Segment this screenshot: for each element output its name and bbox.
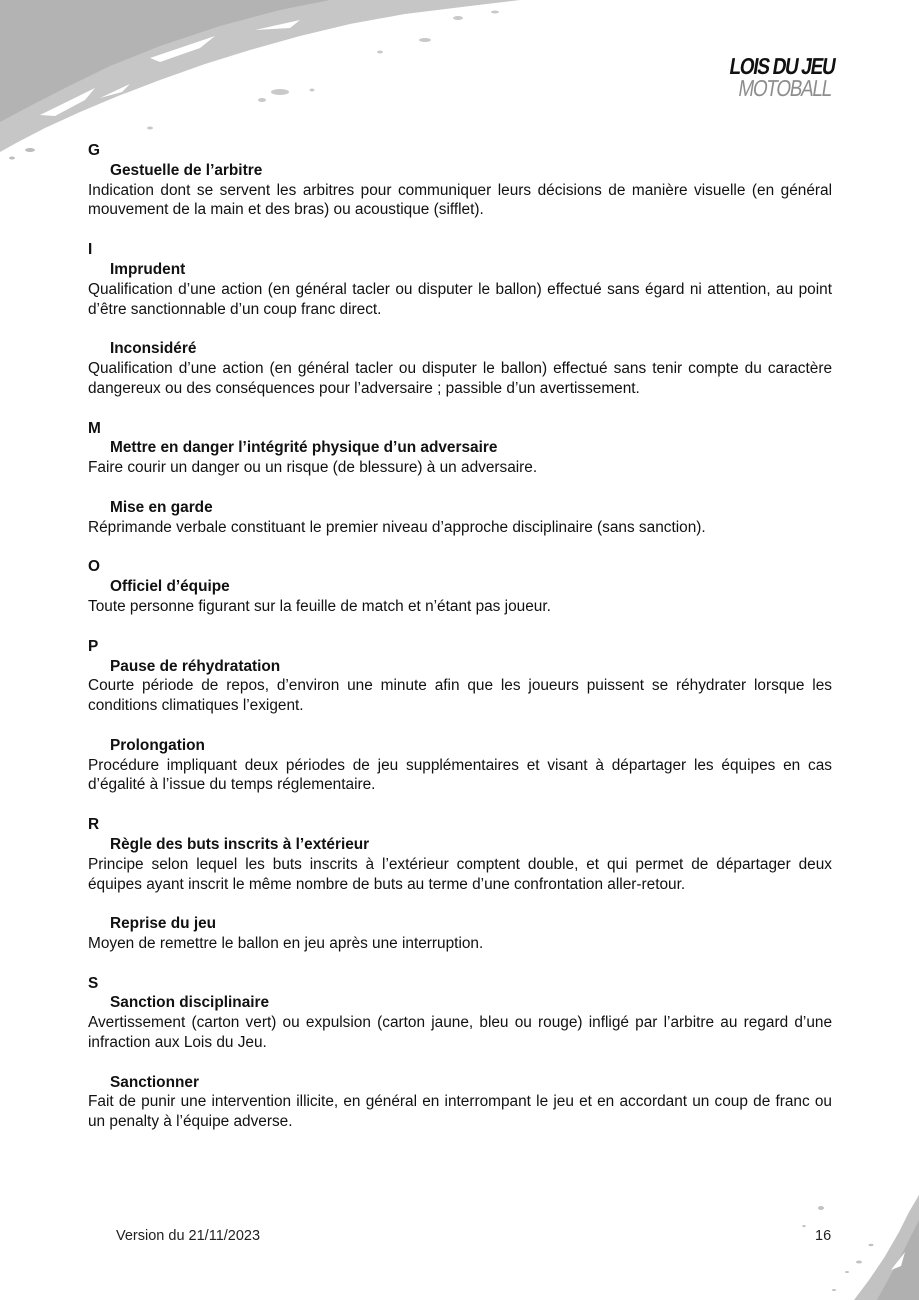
- glossary-section-r: [88, 815, 832, 954]
- section-letter: S: [88, 974, 99, 992]
- glossary-term: Pause de réhydratation: [110, 657, 281, 675]
- glossary-definition: Principe selon lequel les buts inscrits à l’extérieur comptent double, et qui permet de départager deux équipes ayant inscrit le même nombre de buts au terme d’une confrontation aller-retour.: [88, 855, 832, 893]
- glossary-section-o: [88, 557, 832, 616]
- glossary-definition: Qualification d’une action (en général tacler ou disputer le ballon) effectué sans égard ni attention, au point d’être sanctionnable d’un coup franc direct.: [88, 280, 832, 318]
- glossary-entry: [88, 498, 832, 538]
- glossary-definition: Toute personne figurant sur la feuille de match et n’étant pas joueur.: [88, 597, 551, 615]
- glossary-term: Sanction disciplinaire: [110, 994, 270, 1012]
- section-letter: R: [88, 816, 100, 834]
- paint-splash-decoration-bottom: [759, 1190, 919, 1300]
- glossary-section-i: [88, 240, 832, 398]
- section-letter: I: [88, 241, 93, 259]
- glossary-definition: Qualification d’une action (en général tacler ou disputer le ballon) effectué sans tenir compte du caractère dangereux ou des conséquences pour l’adversaire ; passible d’un avertissement.: [88, 359, 832, 397]
- glossary-entry: [88, 835, 832, 894]
- glossary-entry: [88, 161, 832, 220]
- glossary-section-s: [88, 974, 832, 1132]
- glossary-term: Gestuelle de l’arbitre: [110, 161, 263, 179]
- glossary-term: Prolongation: [110, 736, 205, 754]
- glossary-entry: [88, 914, 832, 954]
- glossary-entry: [88, 657, 832, 716]
- section-letter: G: [88, 142, 100, 159]
- glossary-definition: Moyen de remettre le ballon en jeu après une interruption.: [88, 934, 484, 952]
- glossary-entry: [88, 577, 832, 617]
- glossary-entry: [88, 1073, 832, 1132]
- glossary-term: Imprudent: [110, 260, 186, 278]
- glossary-term: Sanctionner: [110, 1073, 199, 1091]
- footer-version: Version du 21/11/2023: [116, 1228, 261, 1244]
- glossary-term: Reprise du jeu: [110, 915, 217, 933]
- glossary-section-p: [88, 637, 832, 795]
- glossary-term: Officiel d’équipe: [110, 578, 230, 596]
- glossary-term: Mettre en danger l’intégrité physique d’un adversaire: [110, 439, 498, 457]
- glossary-definition: Courte période de repos, d’environ une minute afin que les joueurs puissent se réhydrater lorsque les conditions climatiques l’exigent.: [88, 677, 832, 715]
- glossary-term: Inconsidéré: [110, 340, 197, 358]
- glossary-definition: Indication dont se servent les arbitres pour communiquer leurs décisions de manière visuelle (en général mouvement de la main et des bras) ou acoustique (sifflet).: [88, 181, 832, 219]
- glossary-definition: Faire courir un danger ou un risque (de blessure) à un adversaire.: [88, 459, 538, 477]
- glossary-definition: Procédure impliquant deux périodes de jeu supplémentaires et visant à départager les équipes en cas d’égalité à l’issue du temps réglementaire.: [88, 756, 832, 794]
- glossary-entry: [88, 736, 832, 795]
- brand-title: LOIS DU JEU: [727, 53, 837, 79]
- glossary-entry: [88, 260, 832, 319]
- section-letter: O: [88, 558, 100, 576]
- brand-subtitle: MOTOBALL: [736, 74, 834, 101]
- glossary-term: Mise en garde: [110, 498, 213, 516]
- page-number: 16: [815, 1228, 832, 1244]
- glossary-entry: [88, 438, 832, 478]
- glossary-entry: [88, 339, 832, 398]
- section-letter: P: [88, 637, 99, 655]
- section-letter: M: [88, 419, 101, 437]
- glossary-section-g: [88, 141, 832, 220]
- glossary-definition: Fait de punir une intervention illicite, en général en interrompant le jeu et en accordant un coup de franc ou un penalty à l’équipe adverse.: [88, 1093, 832, 1131]
- glossary-definition: Réprimande verbale constituant le premier niveau d’approche disciplinaire (sans sanction).: [88, 518, 706, 536]
- glossary-entry: [88, 993, 832, 1052]
- brand-logo: [702, 53, 837, 101]
- glossary-content: [88, 141, 832, 1152]
- glossary-term: Règle des buts inscrits à l’extérieur: [110, 835, 370, 853]
- glossary-definition: Avertissement (carton vert) ou expulsion (carton jaune, bleu ou rouge) infligé par l’arbitre au regard d’une infraction aux Lois du Jeu.: [88, 1014, 832, 1052]
- glossary-section-m: [88, 419, 832, 538]
